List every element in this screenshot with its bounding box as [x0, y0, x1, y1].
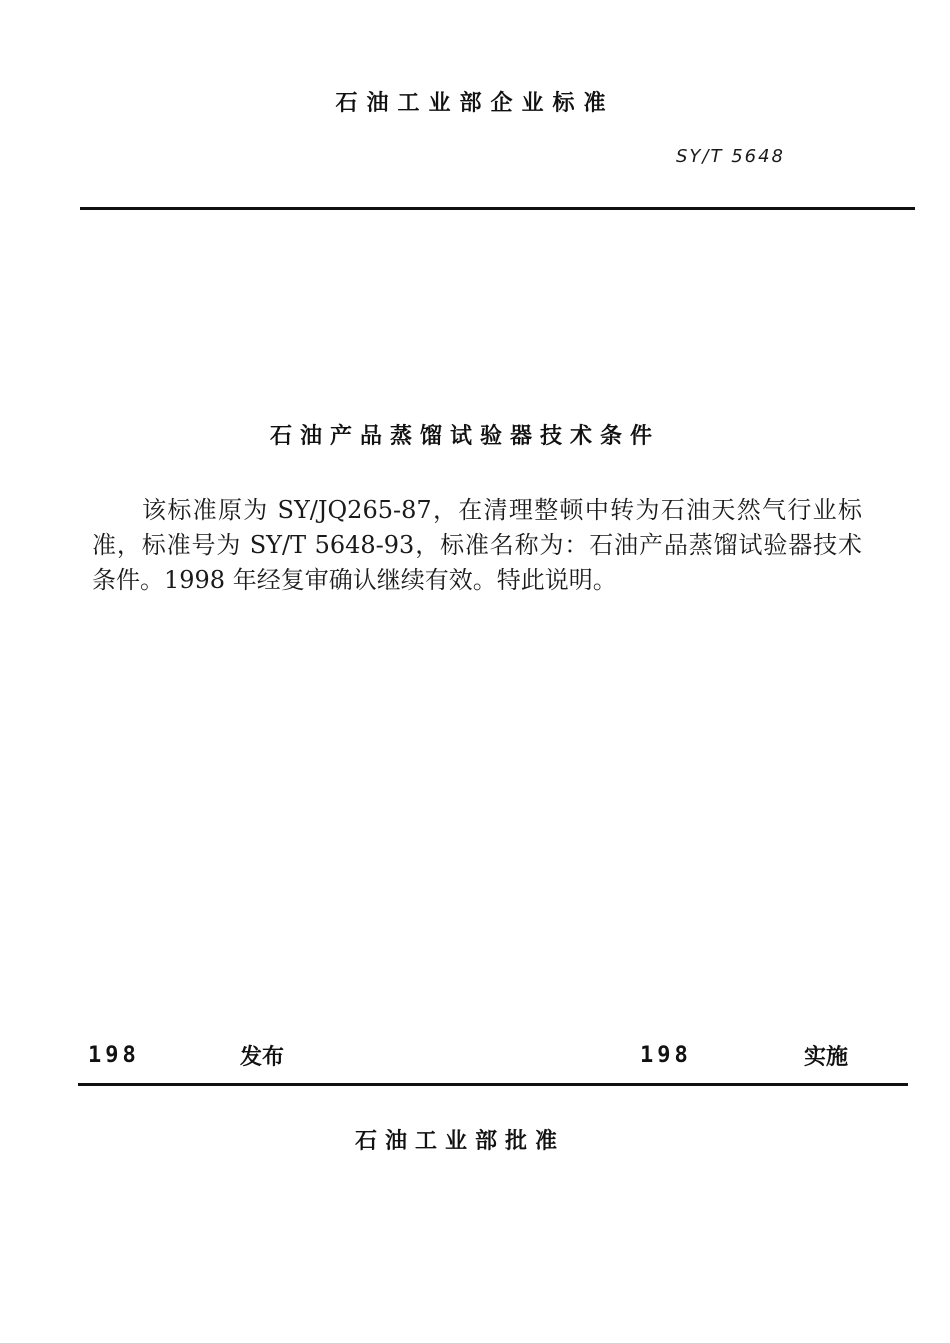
- implement-year: 198: [640, 1043, 692, 1068]
- issuing-authority-title: 石油工业部企业标准: [335, 91, 615, 116]
- publish-year: 198: [88, 1043, 140, 1068]
- standard-code: SY/T 5648: [676, 146, 786, 167]
- footer-divider: [78, 1083, 908, 1086]
- header-divider: [80, 207, 915, 210]
- approval-authority: 石油工业部批准: [354, 1129, 565, 1154]
- document-title: 石油产品蒸馏试验器技术条件: [269, 424, 660, 449]
- publish-label: 发布: [240, 1045, 285, 1070]
- implement-label: 实施: [804, 1045, 849, 1070]
- body-paragraph: 该标准原为 SY/JQ265-87，在清理整顿中转为石油天然气行业标准，标准号为 SY/T 5648-93，标准名称为：石油产品蒸馏试验器技术条件。1998 年经复审确认继续有效。特此说明。: [92, 496, 862, 594]
